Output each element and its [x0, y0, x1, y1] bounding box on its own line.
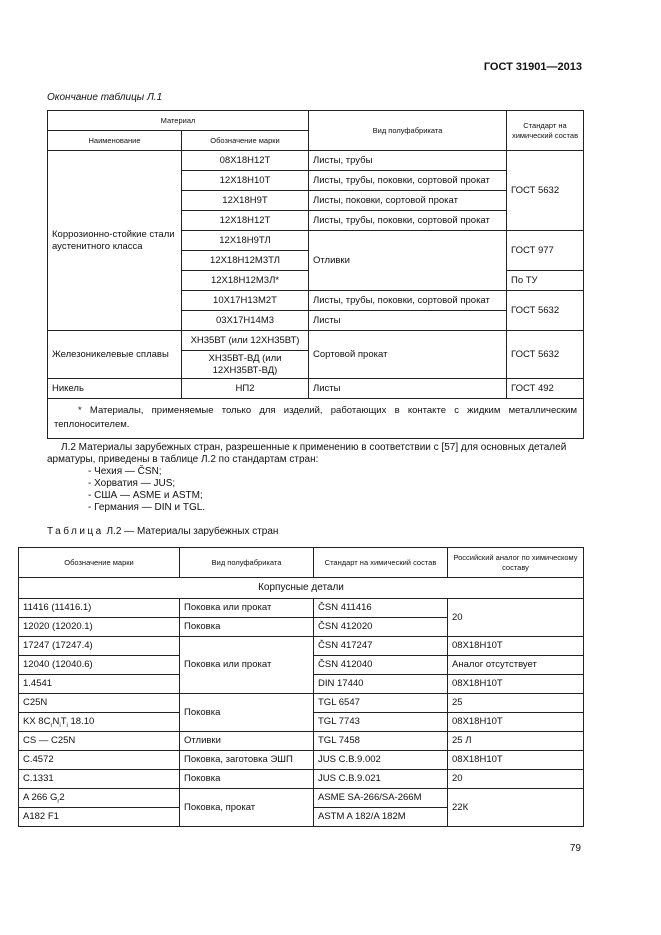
table-row [19, 637, 584, 656]
table1-caption: Окончание таблицы Л.1 [47, 92, 163, 103]
standard-cell: По ТУ [507, 271, 584, 291]
standard-cell: ČSN 411416 [314, 599, 448, 618]
grade-cell: 12Х18Н10Т [182, 171, 309, 191]
analog-cell: Аналог отсутствует [448, 656, 584, 675]
table-footnote: * Материалы, применяемые только для изделий, работающих в контакте с жидким металлическим теплоносителем. [48, 399, 584, 439]
table-header-row [19, 548, 584, 578]
header-analog: Российский аналог по химическому составу [448, 548, 584, 578]
grade-cell: CS — C25N [19, 732, 180, 751]
section-row [19, 578, 584, 599]
analog-cell: 08Х18Н10Т [448, 637, 584, 656]
table-row [19, 789, 584, 808]
section-l2-text [47, 442, 585, 514]
standard-cell: TGL 7458 [314, 732, 448, 751]
semi-cell: Поковка или прокат [180, 599, 314, 618]
semi-cell: Листы, трубы [309, 151, 507, 171]
grade-cell: 12Х18Н9Т [182, 191, 309, 211]
grade-kx-sub1: r [50, 722, 53, 729]
semi-cell: Поковка [180, 618, 314, 637]
standard-cell: DIN 17440 [314, 675, 448, 694]
semi-cell: Листы, поковки, сортовой прокат [309, 191, 507, 211]
grade-kx-tail: 18.10 [67, 716, 95, 727]
semi-cell: Листы [309, 379, 507, 399]
semi-cell: Поковка [180, 694, 314, 732]
standard-cell: ГОСТ 5632 [507, 151, 584, 231]
table2-caption-rest: Л.2 — Материалы зарубежных стран [103, 526, 279, 537]
page-number: 79 [569, 843, 581, 854]
header-grade: Обозначение марки [182, 131, 309, 151]
standard-cell: ČSN 412040 [314, 656, 448, 675]
semi-cell: Поковка или прокат [180, 637, 314, 694]
list-item: - Чехия — ČSN; [88, 466, 162, 477]
grade-cell: 11416 (11416.1) [19, 599, 180, 618]
section-title: Корпусные детали [19, 578, 584, 599]
list-item: - Хорватия — JUS; [88, 478, 176, 489]
grade-cell: НП2 [182, 379, 309, 399]
standard-cell: ГОСТ 5632 [507, 291, 584, 331]
grade-cell: 10Х17Н13М2Т [182, 291, 309, 311]
standard-cell: ГОСТ 5632 [507, 331, 584, 379]
group-name: Железоникелевые сплавы [48, 331, 182, 379]
table-row [19, 599, 584, 618]
grade-cell: 12Х18Н12М3Л* [182, 271, 309, 291]
semi-cell: Поковка, прокат [180, 789, 314, 827]
table-row [48, 331, 584, 351]
list-item: - США — ASME и ASTM; [88, 490, 203, 501]
analog-cell: 25 [448, 694, 584, 713]
semi-cell: Листы, трубы, поковки, сортовой прокат [309, 291, 507, 311]
table-row [19, 694, 584, 713]
grade-cell: ХН35ВТ (или 12ХН35ВТ) [182, 331, 309, 351]
paragraph-text: Л.2 Материалы зарубежных стран, разрешенные к применению в соответствии с [57] для основных деталей арматуры, приведены в таблице Л.2 по стандартам стран: [47, 442, 567, 465]
foreign-materials-table-l2 [18, 547, 584, 827]
grade-cell: A182 F1 [19, 808, 180, 827]
grade-cell: 12020 (12020.1) [19, 618, 180, 637]
standard-cell: ČSN 417247 [314, 637, 448, 656]
standard-cell: TGL 6547 [314, 694, 448, 713]
semi-cell: Поковка [180, 770, 314, 789]
header-material: Материал [48, 111, 309, 131]
grade-cell [19, 789, 180, 808]
grade-kx-n: N [52, 716, 60, 727]
grade-kx-t: T [60, 716, 67, 727]
analog-cell: 25 Л [448, 732, 584, 751]
table-row [48, 379, 584, 399]
grade-cell: C25N [19, 694, 180, 713]
analog-cell: 20 [448, 770, 584, 789]
analog-cell: 08Х18Н10Т [448, 713, 584, 732]
grade-cell: 08Х18Н12Т [182, 151, 309, 171]
standard-cell: ASTM A 182/A 182M [314, 808, 448, 827]
grade-a266-base: A 266 G [23, 792, 58, 803]
header-name: Наименование [48, 131, 182, 151]
footnote-row [48, 399, 584, 439]
semi-cell: Листы, трубы, поковки, сортовой прокат [309, 211, 507, 231]
materials-table-l1 [47, 110, 584, 439]
document-id: ГОСТ 31901—2013 [483, 61, 582, 73]
header-grade: Обозначение марки [19, 548, 180, 578]
grade-cell: 12Х18Н12Т [182, 211, 309, 231]
semi-cell: Отливки [309, 231, 507, 291]
grade-cell: C.1331 [19, 770, 180, 789]
group-name: Никель [48, 379, 182, 399]
grade-cell: 12040 (12040.6) [19, 656, 180, 675]
standard-cell: ČSN 412020 [314, 618, 448, 637]
semi-cell: Отливки [180, 732, 314, 751]
semi-cell: Листы, трубы, поковки, сортовой прокат [309, 171, 507, 191]
grade-kx-sub3: i [66, 722, 68, 729]
semi-cell: Сортовой прокат [309, 331, 507, 379]
table-header-row [48, 111, 584, 131]
list-item: - Германия — DIN и TGL. [88, 502, 206, 513]
semi-cell: Листы [309, 311, 507, 331]
group-name: Коррозионно-стойкие стали аустенитного класса [48, 151, 182, 331]
grade-cell: 12Х18Н9ТЛ [182, 231, 309, 251]
grade-a266-sub: r [57, 798, 60, 805]
grade-kx-sub2: i [59, 722, 61, 729]
standard-cell: TGL 7743 [314, 713, 448, 732]
grade-kx-base: KX 8C [23, 716, 51, 727]
grade-cell: C.4572 [19, 751, 180, 770]
standard-cell: ГОСТ 492 [507, 379, 584, 399]
table-row [19, 751, 584, 770]
semi-cell: Поковка, заготовка ЭШП [180, 751, 314, 770]
standard-cell: ASME SA-266/SA-266M [314, 789, 448, 808]
standard-cell: JUS C.B.9.021 [314, 770, 448, 789]
table-row [48, 151, 584, 171]
header-semi: Вид полуфабриката [309, 111, 507, 151]
analog-cell: 08Х18Н10Т [448, 751, 584, 770]
analog-cell: 20 [448, 599, 584, 637]
table-row [19, 770, 584, 789]
grade-cell: 17247 (17247.4) [19, 637, 180, 656]
header-standard: Стандарт на химический состав [314, 548, 448, 578]
grade-cell [19, 713, 180, 732]
header-standard: Стандарт на химический состав [507, 111, 584, 151]
standard-cell: ГОСТ 977 [507, 231, 584, 271]
standard-cell: JUS C.B.9.002 [314, 751, 448, 770]
analog-cell: 22К [448, 789, 584, 827]
table2-caption-word: Таблица [47, 526, 104, 537]
table-row [19, 732, 584, 751]
grade-cell: 12Х18Н12М3ТЛ [182, 251, 309, 271]
analog-cell: 08Х18Н10Т [448, 675, 584, 694]
table2-caption [47, 526, 278, 537]
grade-cell: ХН35ВТ-ВД (или 12ХН35ВТ-ВД) [182, 351, 309, 379]
grade-cell: 1.4541 [19, 675, 180, 694]
grade-a266-tail: 2 [59, 792, 65, 803]
grade-cell: 03Х17Н14М3 [182, 311, 309, 331]
header-semi: Вид полуфабриката [180, 548, 314, 578]
